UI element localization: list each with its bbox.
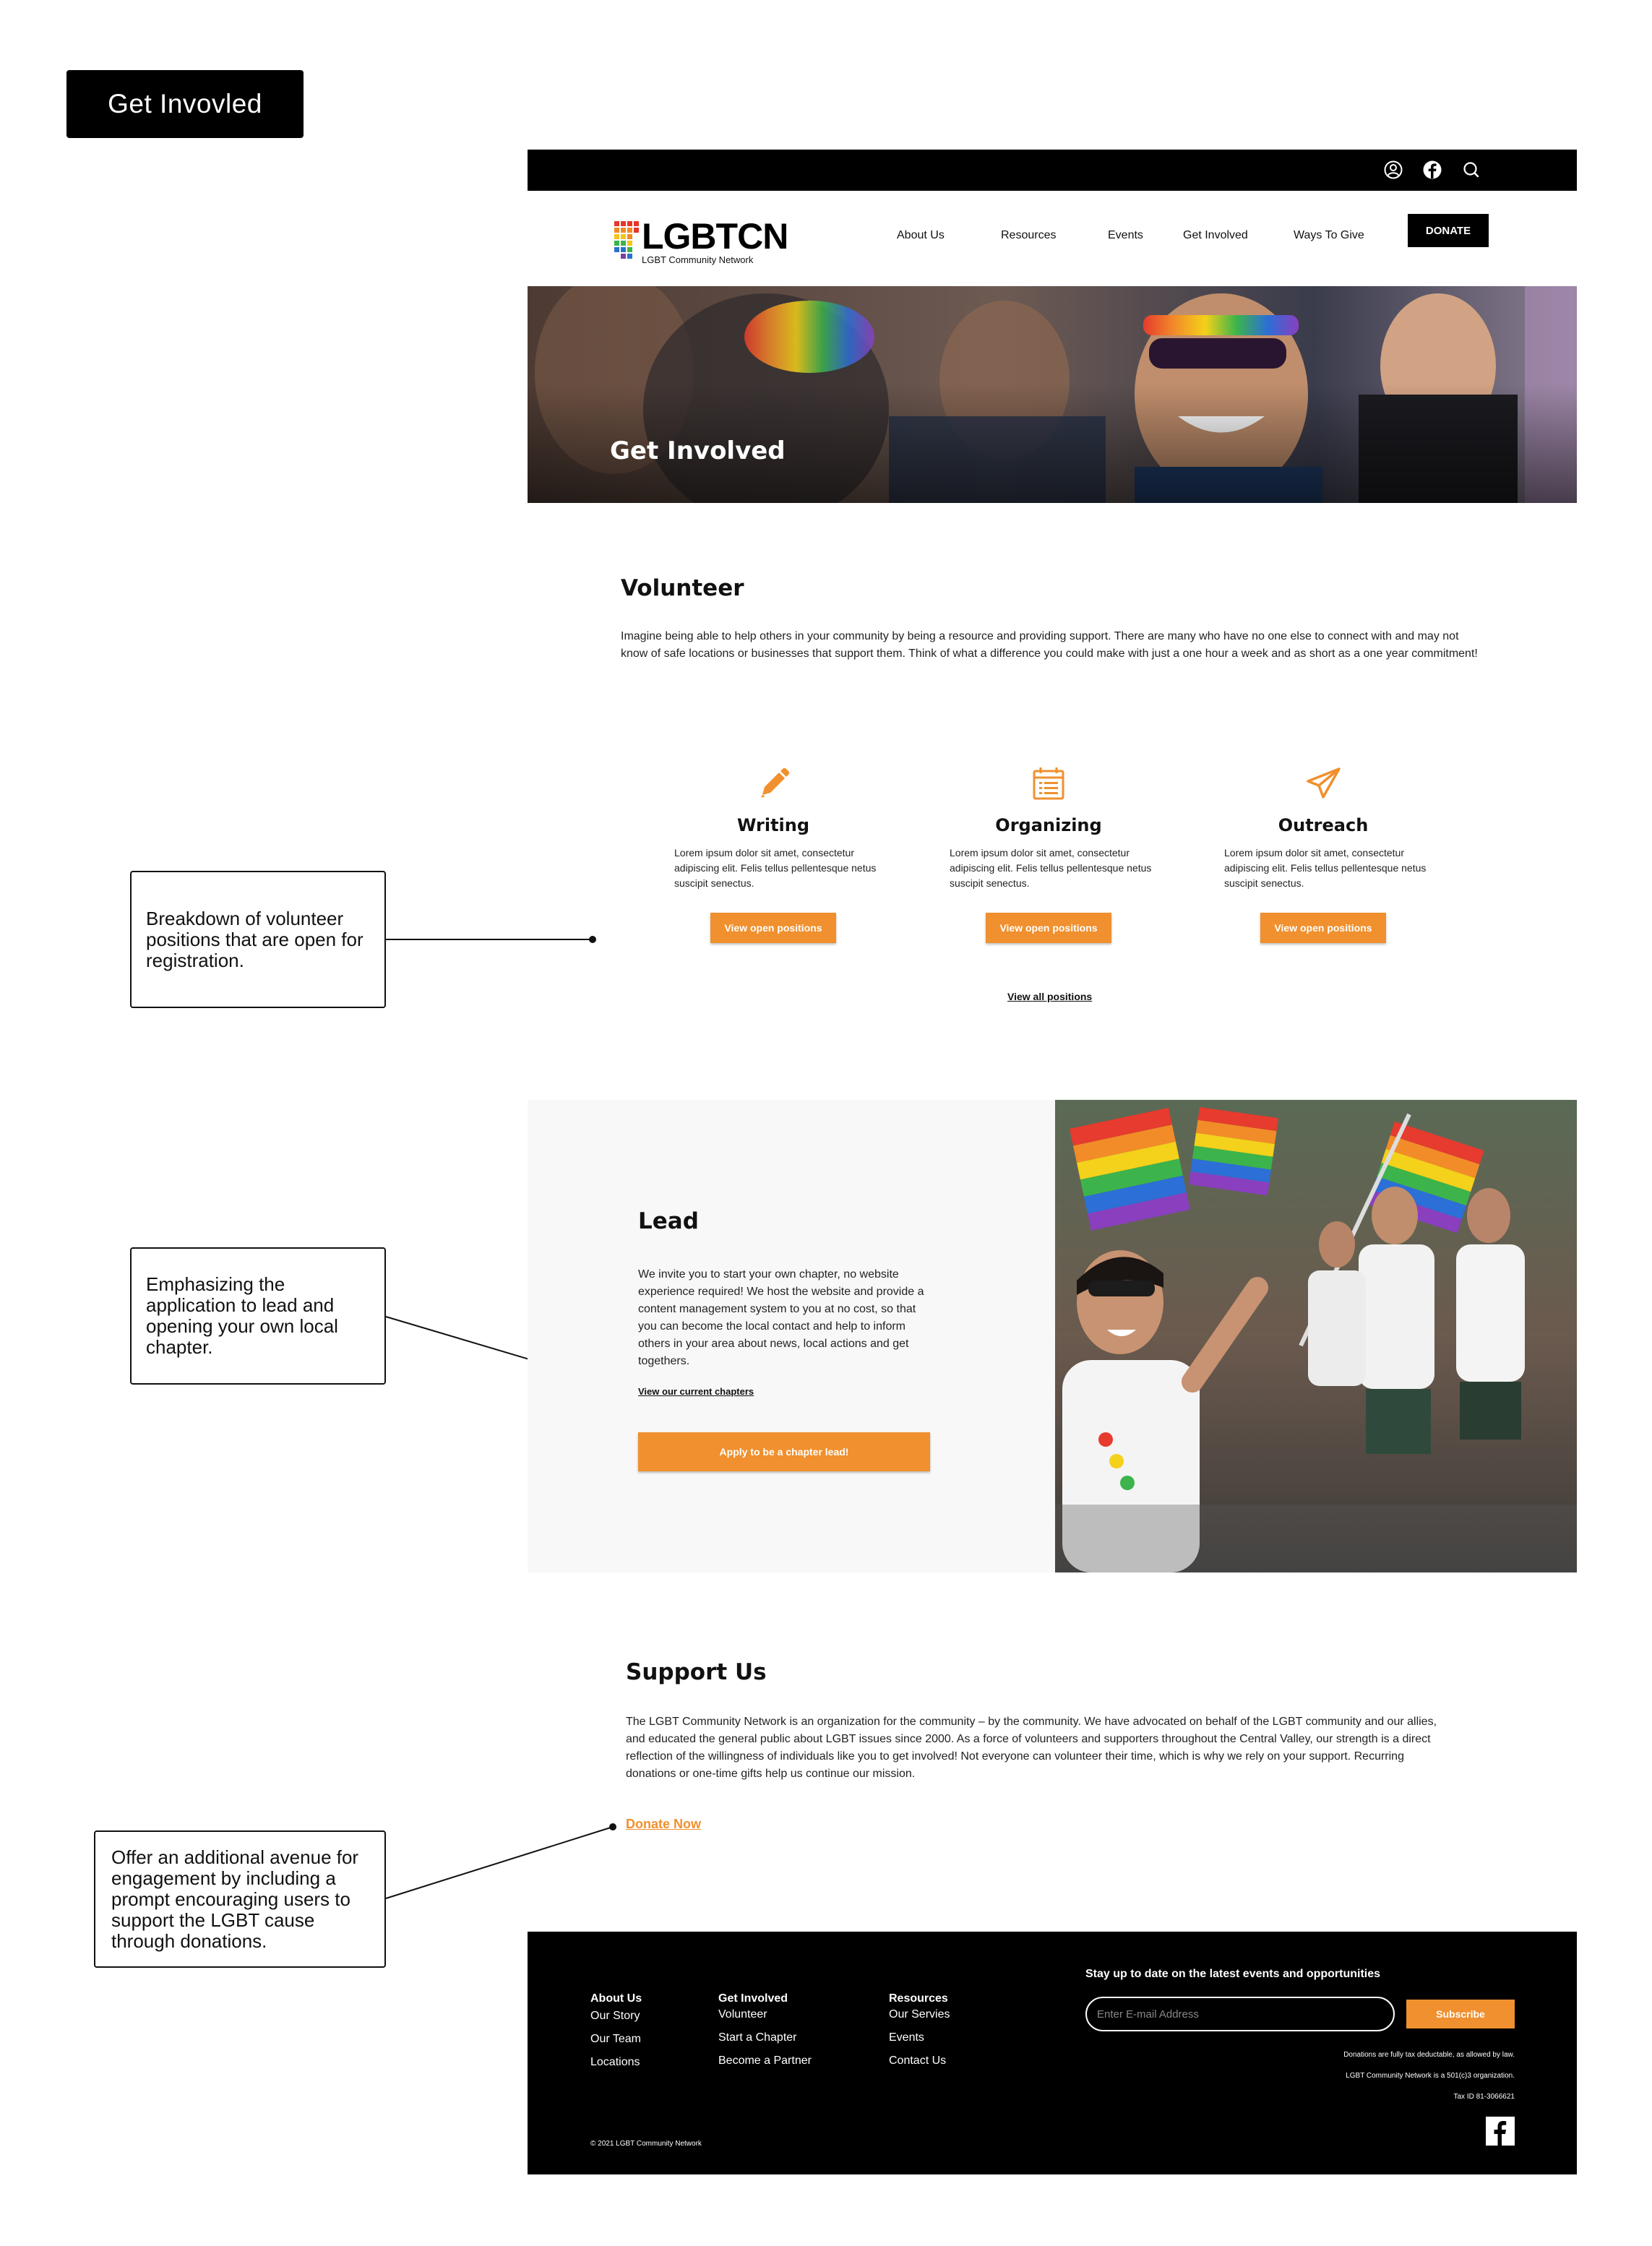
card-writing (668, 762, 878, 943)
card-text: Lorem ipsum dolor sit amet, consectetur adipiscing elit. Felis tellus pellentesque netus suscipit senectus. (674, 847, 877, 889)
footer-link-volunteer[interactable]: Volunteer (718, 2008, 767, 2021)
donate-button[interactable]: DONATE (1408, 214, 1489, 247)
card-outreach (1218, 762, 1428, 943)
footer-link-become-partner[interactable]: Become a Partner (718, 2054, 812, 2067)
site-footer (528, 1932, 1577, 2174)
nav-get-involved[interactable]: Get Involved (1183, 229, 1248, 241)
nav-ways-to-give[interactable]: Ways To Give (1294, 229, 1364, 241)
search-icon[interactable] (1461, 160, 1481, 180)
footer-heading-get-involved: Get Involved (718, 1992, 788, 2005)
top-utility-bar (528, 150, 1577, 191)
paper-plane-icon (1302, 762, 1345, 806)
footer-link-our-story[interactable]: Our Story (590, 2010, 640, 2022)
newsletter-heading: Stay up to date on the latest events and opportunities (1085, 1968, 1381, 1980)
card-title: Writing (736, 815, 810, 835)
footer-link-our-servies[interactable]: Our Servies (889, 2008, 950, 2021)
lead-panel (528, 1100, 1055, 1572)
site-logo[interactable] (614, 216, 788, 266)
support-text: The LGBT Community Network is an organization for the community – by the community. We have advocated on behalf of the LGBT community and our allies, and educated the general public about LGBT issues since 2000. As a force of volunteers and supporters throughout the Central Valley, our strength is a direct reflection of the willingness of individuals like you to get involved! Not everyone can volunteer their time, which is why we rely on your support. Recurring donations or one-time gifts help us continue our mission. (626, 1716, 1437, 1780)
tax-id: Tax ID 81-3066621 (1453, 2093, 1515, 2101)
site-header (528, 191, 1577, 286)
apply-chapter-lead-button[interactable]: Apply to be a chapter lead! (638, 1432, 930, 1471)
card-title: Organizing (995, 815, 1102, 835)
view-open-positions-button[interactable]: View open positions (1260, 913, 1386, 943)
footer-link-our-team[interactable]: Our Team (590, 2033, 641, 2045)
nav-resources[interactable]: Resources (1001, 229, 1057, 241)
lead-photo (1055, 1100, 1577, 1572)
facebook-icon[interactable] (1486, 2117, 1515, 2146)
annotation-support: Offer an additional avenue for engagement by including a prompt encouraging users to support the LGBT cause through donations. (94, 1830, 386, 1968)
logo-mark (614, 221, 637, 259)
pride-parade-photo (1055, 1100, 1577, 1572)
user-icon[interactable] (1383, 160, 1403, 180)
lead-text: We invite you to start your own chapter, no website experience required! We host the website and provide a content management system to you at no cost, so that you can become the local contact and help to inform others in your area about news, local actions and get togethers. (638, 1268, 924, 1367)
page-label: Get Invovled (66, 70, 304, 138)
support-title: Support Us (626, 1659, 767, 1685)
view-open-positions-button[interactable]: View open positions (986, 913, 1111, 943)
view-chapters-link[interactable]: View our current chapters (638, 1386, 754, 1397)
card-text: Lorem ipsum dolor sit amet, consectetur adipiscing elit. Felis tellus pellentesque netus suscipit senectus. (950, 847, 1152, 889)
copyright: © 2021 LGBT Community Network (590, 2140, 702, 2148)
view-all-positions-link[interactable]: View all positions (1007, 991, 1093, 1002)
nav-about-us[interactable]: About Us (897, 229, 945, 241)
nav-events[interactable]: Events (1108, 229, 1143, 241)
pencil-icon (752, 762, 795, 806)
view-open-positions-button[interactable]: View open positions (710, 913, 836, 943)
footer-heading-resources: Resources (889, 1992, 948, 2005)
footer-link-start-chapter[interactable]: Start a Chapter (718, 2031, 797, 2044)
volunteer-intro: Imagine being able to help others in your community by being a resource and providing support. There are many who have no one else to connect with and may not know of safe locations or businesses that support them. Think of what a difference you could make with just a one hour a week and as short as a one year commitment! (621, 630, 1478, 660)
subscribe-button[interactable]: Subscribe (1406, 2000, 1515, 2028)
footer-link-contact-us[interactable]: Contact Us (889, 2054, 947, 2067)
annotation-lead: Emphasizing the application to lead and opening your own local chapter. (130, 1247, 386, 1385)
card-organizing (944, 762, 1153, 943)
footer-link-events[interactable]: Events (889, 2031, 924, 2044)
annotation-volunteer: Breakdown of volunteer positions that are open for registration. (130, 871, 386, 1008)
card-title: Outreach (1278, 815, 1369, 835)
card-text: Lorem ipsum dolor sit amet, consectetur adipiscing elit. Felis tellus pellentesque netus suscipit senectus. (1224, 847, 1427, 889)
nonprofit-note: LGBT Community Network is a 501(c)3 organization. (1346, 2072, 1515, 2080)
email-input[interactable]: Enter E-mail Address (1085, 1997, 1395, 2031)
volunteer-title: Volunteer (621, 575, 744, 601)
hero-banner (528, 286, 1577, 503)
footer-heading-about: About Us (590, 1992, 642, 2005)
donate-now-link[interactable]: Donate Now (626, 1817, 702, 1831)
calendar-icon (1027, 762, 1070, 806)
facebook-icon[interactable] (1422, 160, 1442, 180)
logo-title: LGBTCN (642, 216, 788, 257)
lead-title: Lead (638, 1208, 699, 1234)
footer-link-locations[interactable]: Locations (590, 2056, 640, 2068)
hero-title: Get Involved (610, 436, 786, 465)
tax-deductible-note: Donations are fully tax deductable, as allowed by law. (1343, 2051, 1515, 2059)
logo-subtitle: LGBT Community Network (642, 254, 754, 265)
hero-photo (528, 286, 1577, 503)
